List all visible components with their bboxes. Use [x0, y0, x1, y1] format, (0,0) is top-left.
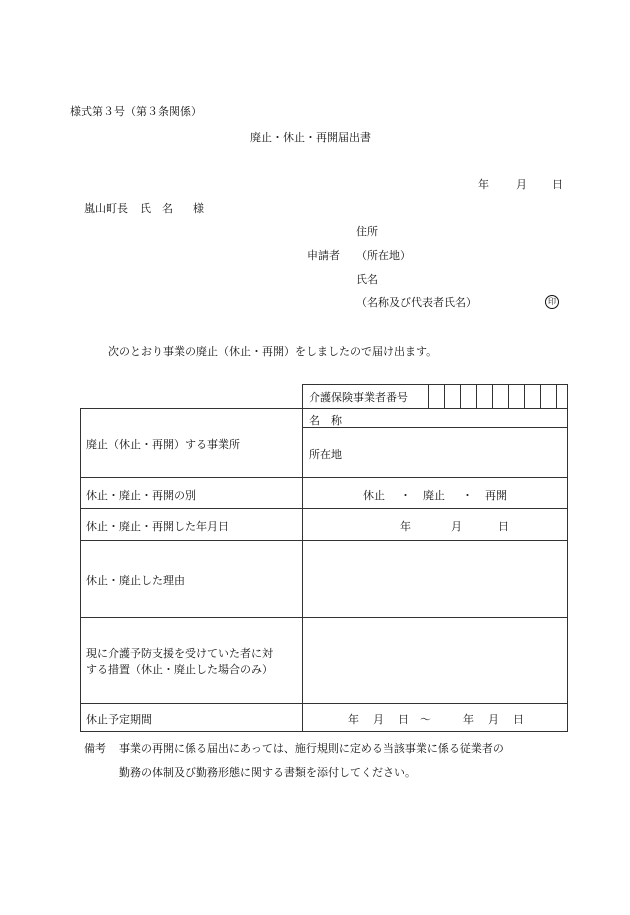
date-year-unit: 年 — [478, 178, 489, 191]
change-date-month: 月 — [451, 520, 462, 533]
table-rule — [302, 408, 303, 732]
measures-label-line2: する措置（休止・廃止した場合のみ） — [86, 663, 273, 676]
change-date-year: 年 — [400, 520, 411, 533]
table-rule — [80, 408, 81, 732]
date-day-unit: 日 — [552, 178, 563, 191]
facility-label: 廃止（休止・再開）する事業所 — [86, 438, 240, 451]
change-date-day: 日 — [498, 520, 509, 533]
date-month-unit: 月 — [516, 178, 527, 191]
type-label: 休止・廃止・再開の別 — [86, 489, 196, 502]
applicant-address-sub: （所在地） — [356, 249, 411, 262]
option-suspend[interactable]: 休止 — [363, 489, 385, 502]
period-label: 休止予定期間 — [86, 713, 152, 726]
table-rule — [567, 384, 568, 732]
option-separator: ・ — [462, 489, 473, 502]
provider-number-label: 介護保険事業者番号 — [309, 391, 408, 404]
addressee-honorific: 様 — [193, 202, 204, 215]
option-separator: ・ — [400, 489, 411, 502]
provider-number-digit-cell[interactable] — [444, 384, 461, 408]
seal-mark-icon — [545, 294, 559, 309]
provider-number-digit-cell[interactable] — [540, 384, 557, 408]
provider-number-digit-cell[interactable] — [476, 384, 493, 408]
facility-name-label: 名 称 — [309, 414, 342, 427]
change-date-label: 休止・廃止・再開した年月日 — [86, 520, 229, 533]
form-title: 廃止・休止・再開届出書 — [250, 131, 371, 144]
period-tilde: ～ — [420, 713, 431, 726]
period-end-month: 月 — [488, 713, 499, 726]
table-rule — [80, 540, 568, 541]
provider-number-digit-cell[interactable] — [460, 384, 477, 408]
period-start-year: 年 — [348, 713, 359, 726]
addressee-name: 氏 名 — [140, 202, 173, 215]
intro-statement: 次のとおり事業の廃止（休止・再開）をしましたので届け出ます。 — [108, 345, 438, 358]
reason-label: 休止・廃止した理由 — [86, 574, 185, 587]
option-resume[interactable]: 再開 — [485, 489, 507, 502]
period-start-day: 日 — [398, 713, 409, 726]
addressee-mayor: 嵐山町長 — [84, 202, 128, 215]
table-rule — [302, 384, 303, 408]
form-number: 様式第３号（第３条関係） — [70, 105, 202, 118]
table-rule — [80, 477, 568, 478]
applicant-name-sub: （名称及び代表者氏名） — [356, 296, 477, 309]
period-start-month: 月 — [373, 713, 384, 726]
seal-text: 印 — [545, 295, 559, 309]
measures-label-line1: 現に介護予防支援を受けていた者に対 — [86, 647, 273, 660]
table-rule — [80, 731, 568, 732]
reason-input-area[interactable] — [304, 542, 566, 616]
applicant-name-label: 氏名 — [356, 273, 378, 286]
measures-input-area[interactable] — [304, 619, 566, 702]
period-end-day: 日 — [513, 713, 524, 726]
provider-number-digit-cell[interactable] — [492, 384, 509, 408]
provider-number-digit-cell[interactable] — [524, 384, 541, 408]
provider-number-digit-cell[interactable] — [508, 384, 525, 408]
facility-location-label: 所在地 — [309, 448, 342, 461]
table-rule — [80, 408, 568, 409]
remarks-line1: 事業の再開に係る届出にあっては、施行規則に定める当該事業に係る従業者の — [119, 742, 504, 755]
remarks-label: 備考 — [84, 742, 106, 755]
applicant-address-label: 住所 — [356, 225, 378, 238]
option-abolish[interactable]: 廃止 — [423, 489, 445, 502]
table-rule — [80, 617, 568, 618]
table-rule — [80, 703, 568, 704]
applicant-label: 申請者 — [307, 249, 340, 262]
provider-number-digit-cell[interactable] — [412, 384, 429, 408]
table-rule — [80, 508, 568, 509]
period-end-year: 年 — [463, 713, 474, 726]
provider-number-digit-cell[interactable] — [428, 384, 445, 408]
remarks-line2: 勤務の体制及び勤務形態に関する書類を添付してください。 — [119, 766, 416, 779]
